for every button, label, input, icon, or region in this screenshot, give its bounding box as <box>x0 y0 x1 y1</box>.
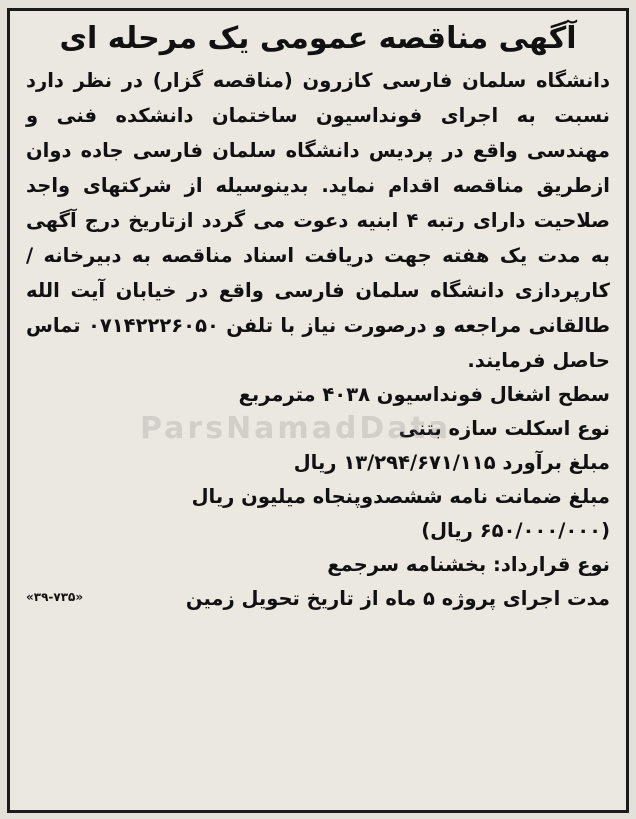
watermark: ParsNamadData <box>140 411 452 446</box>
estimate-amount: مبلغ برآورد ۱۳/۲۹۴/۶۷۱/۱۱۵ ریال <box>293 451 610 474</box>
notice-body: دانشگاه سلمان فارسی کازرون (مناقصه گزار) در نظر دارد نسبت به اجرای فونداسیون ساختمان دانشکده فنی و مهندسی واقع در پردیس دانشگاه سلمان فارسی جاده دوان ازطریق مناقصه اقدام نماید. بدینوسیله از شرکتهای واجد صلاحیت دارای رتبه ۴ ابنیه دعوت می گردد ازتاریخ درج آگهی به مدت یک هفته جهت دریافت اسناد مناقصه به دبیرخانه / کارپردازی دانشگاه سلمان فارسی واقع در خیابان آیت الله طالقانی مراجعه و درصورت نیاز با تلفن ۰۷۱۴۲۲۲۶۰۵۰ تماس حاصل فرمایند. <box>26 69 611 372</box>
notice-footer <box>26 582 610 616</box>
guarantee-amount: مبلغ ضمانت نامه ششصدوپنجاه میلیون ریال <box>191 485 610 508</box>
guarantee-number: (۶۵۰/۰۰۰/۰۰۰ ریال) <box>421 519 610 542</box>
ad-code: «۳۹-۷۳۵» <box>26 590 84 604</box>
foundation-area: سطح اشغال فونداسیون ۴۰۳۸ مترمربع <box>238 383 610 406</box>
project-duration: مدت اجرای پروژه ۵ ماه از تاریخ تحویل زمین <box>185 587 610 610</box>
notice-title: آگهی مناقصه عمومی یک مرحله ای <box>59 21 577 56</box>
contract-type: نوع قرارداد: بخشنامه سرجمع <box>327 553 610 576</box>
skeleton-type: نوع اسکلت سازه بتنی <box>398 417 610 440</box>
notice-frame <box>7 8 629 813</box>
